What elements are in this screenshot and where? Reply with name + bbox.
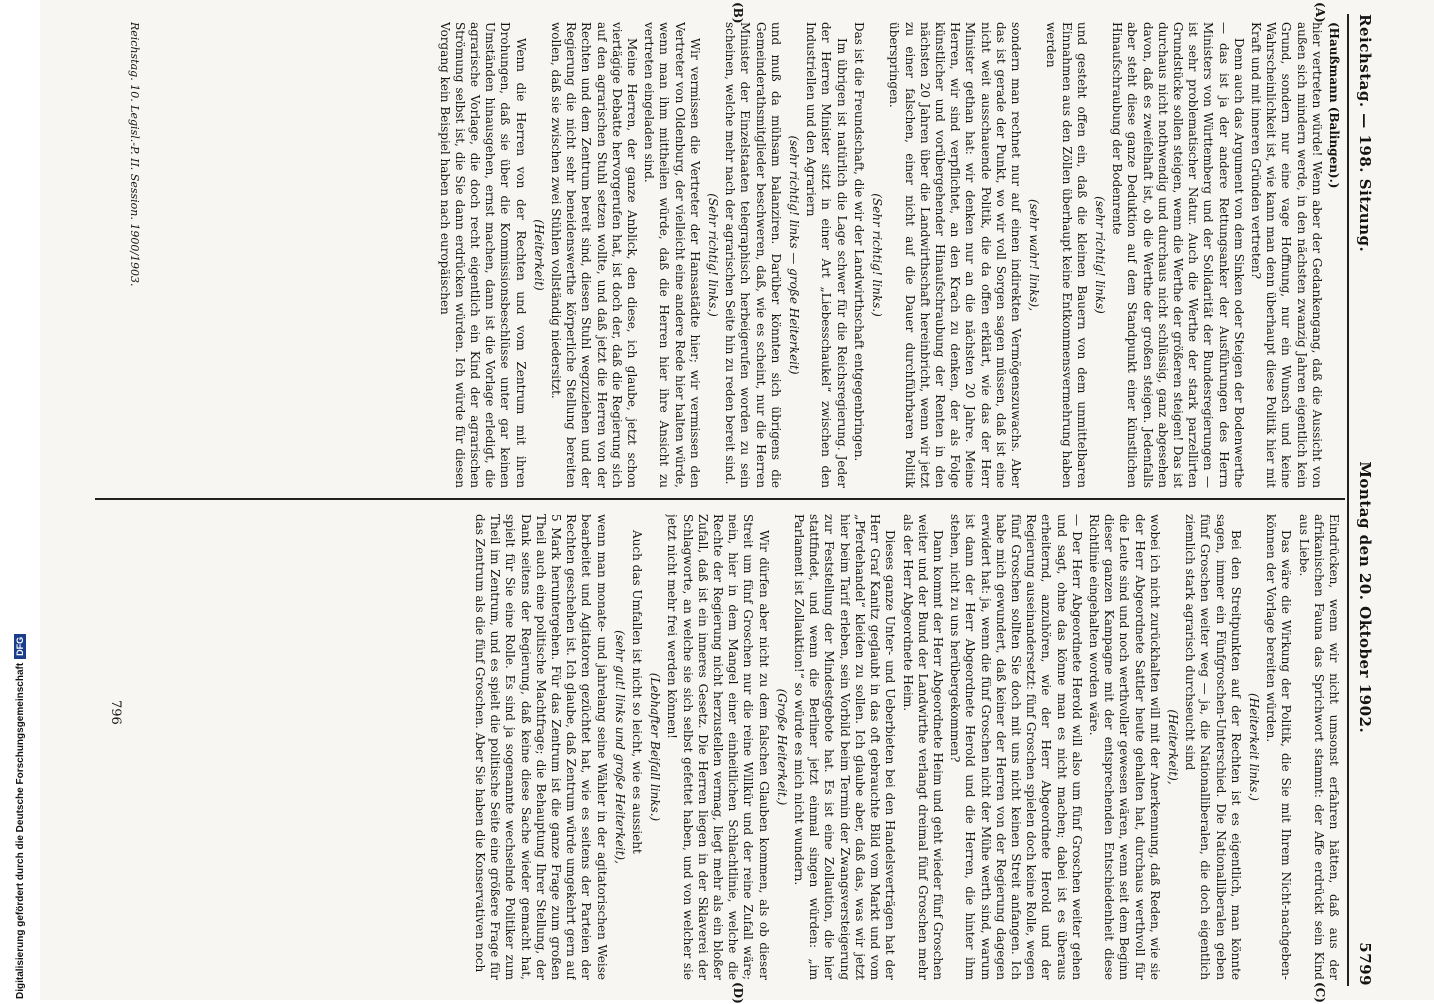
paragraph: Wenn die Herren von der Rechten und vom Zentrum mit ihren Drohungen, daß sie über die Kommissionsbeschlüsse unter gar keinen Umständen hinausgehen, ernst machen, dann ist die Vorlage erledigt, die agrarische Vorlage, die doch recht eigentlich ein Kind der agrarischen Strömung selbst ist, die Sie dann erdrücken würden. Ich würde für diesen Vorgang kein Beispiel haben nach europäischen [437, 22, 528, 488]
interjection: (Große Heiterkeit.) [774, 688, 789, 806]
paragraph: Das wäre die Wirkung der Politik, die Sie mit Ihrem Nicht-nachgeben-können der Vorlage bereiten würden. [1264, 514, 1294, 980]
interjection: (Heiterkeit) [531, 219, 546, 291]
interjection: (sehr wahr! links), [1027, 198, 1042, 312]
rotated-newspaper-page [85, 0, 1385, 1004]
paragraph: wenn man monate- und jahrelang seine Wähler in der agitatorischen Weise bearbeitet und Agitatoren gezüchtet hat, wie es seitens der Parteien der Rechten geschehen ist. Ich glaube, daß Zentrum würde umgekehrt gern auf 5 Mark heruntergehen. Für das Zentrum ist die ganze Frage zum großen Theil auch eine politische Machtfrage; die Behauptung Ihrer Stellung, der Dank seitens der Regierung, daß keine diese Sache wieder gemacht hat, spielt für Sie eine Rolle. Es sind ja sogenannte wechselnde Politiker zum Theil im Zentrum, und es spielt die politische Seite eine größere Frage für das Zentrum als die fünf Groschen. Aber Sie haben die Konservativen noch [473, 514, 609, 980]
paragraph: Wir dürfen aber nicht zu dem falschen Glauben kommen, als ob dieser Streit um fünf Groschen nur die reine Willkür und der reine Zufall wäre; nein, hier in dem Mangel einer einheitlichen Schlachtlinie, welche die Rechte der Regierung nicht herzustellen vermag, liegt mehr als ein bloßer Zufall, daß ist ein inneres Gesetz. Die Herren liegen in der Sklaverei der Schlagworte, an welche sie sich selbst gefettet haben, und von welcher sie jetzt nicht mehr frei werden können! [665, 514, 771, 980]
header-session: Reichstag. — 198. Sitzung. [1356, 14, 1374, 253]
paragraph: Dieses ganze Unter- und Ueberbieten bei den Handelsverträgen hat der Herr Graf Kanitz geglaubt in das oft gebrauchte Bild vom Markt und vom „Pferdehandel“ kleiden zu sollen. Ich glaube aber, daß das, was wir jetzt hier beim Tarif erleben, sein Vorbild beim Termin der Zwangsversteigerung zur Feststellung der Mindestgebote hat. Es ist eine Zollaution, die hier stattfindet, und wenn die Berliner jetzt einmal singen würden: „im Parlament ist Zollauktion!“ so würde es mich nicht wundern. [792, 514, 898, 980]
interjection: (sehr richtig! links) [1092, 196, 1107, 314]
digitization-credit [14, 634, 26, 999]
page-header [1353, 14, 1377, 986]
paragraph: Das ist die Freundschaft, die wir der Landwirthschaft entgegenbringen. [851, 22, 866, 462]
paragraph: und muß da mühsam balanziren. Darüber könnten sich übrigens die Gemeinderathsmitglieder beschweren, daß, wie es scheint, nur die Herren Minister der Einzelstaaten telegraphisch herbeigerufen worden zu sein scheinen, welche mehr nach der agrarischen Seite hin zu reden bereit sind. [723, 22, 783, 488]
paragraph: sondern man rechnet nur auf einen indirekten Vermögenszuwachs. Aber das ist gerade der Punkt, wo wir voll Sorgen sagen müssen, daß ist eine nicht weit ausschauende Politik, die da offen erklärt, wie das der Herr Minister gethan hat: wir denken nur an die nächsten 20 Jahre. Meine Herren, wir sind verpflichtet, an den Krach zu denken, der als Folge künstlicher und vorübergehender Hinaufschraubung der Renten in den nächsten 20 Jahren über die Landwirthschaft hereinbricht, wenn wir jetzt zu einer falschen, einer nicht auf die Dauer durchführbaren Politik überspringen. [887, 22, 1023, 488]
paragraph: Auch das Umfallen ist nicht so leicht, wie es aussieht [630, 530, 645, 854]
paragraph: Eindrücken, wenn wir nicht umsonst erfahren hätten, daß aus der afrikanischen Fauna das Sprichwort stammt: der Affe erdrückt sein Kind aus Liebe. [1296, 514, 1341, 980]
speaker-line: (Haußmann (Balingen).) [1327, 22, 1341, 189]
paragraph: und gesteht offen ein, daß die kleinen Bauern von dem unmittelbaren Einnahmen aus den Zöllen überhaupt keine Entkommensvermehrung haben werden [1044, 22, 1089, 488]
right-column [101, 514, 1341, 980]
paragraph: Im übrigen ist natürlich die Lage schwer für die Reichsregierung. Jeder der Herren Minister sitzt in einer Art „Liebesschaukel“ zwischen den Industriellen und den Agrariern [804, 22, 849, 488]
interjection: (Sehr richtig! links.) [706, 193, 721, 317]
left-column [101, 22, 1341, 488]
paragraph: Bei den Streitpunkten auf der Rechten ist es eigentlich, man könnte sagen, immer ein Fünfgroschen-Unterschied. Die Nationalliberalen geben fünf Groschen weiter weg — ja, die Nationalliberalen, die doch eigentlich ziemlich stark agrarisch durchseucht sind [1183, 514, 1243, 980]
margin-marker-b: (B) [731, 2, 745, 24]
paragraph: Meine Herren, der ganze Anblick, den diese, ich glaube, jetzt schon viertägige Debatte hervorgerufen hat, ist doch der, daß die Regierung sich auf den agrarischen Stuhl setzen wollte, und daß jetzt die Herren von der Rechten und dem Zentrum bereit sind, diesen Stuhl wegzuziehen und der Regierung die nicht sehr beneidenswerthe körperliche Stellung bereiten wollen, daß sie zwischen zwei Stühlen vollständig niedersitzt. [549, 22, 640, 488]
header-page-number: 5799 [1356, 942, 1374, 986]
paragraph: wobei ich nicht zurückhalten will mit der Anerkennung, daß Reden, wie sie der Herr Abgeordnete Sattler heute gehalten hat, durchaus werthvoll für die Leute sind und noch werthvoller gewesen wären, wenn seit dem Beginn dieser ganzen Kampagne mit der entsprechenden Entschiedenheit diese Richtlinie eingehalten worden wäre. [1086, 514, 1162, 980]
interjection: (Heiterkeit links.) [1246, 693, 1261, 801]
header-date: Montag den 20. Oktober 1902. [1356, 461, 1374, 734]
interjection: (sehr gut! links und große Heiterkeit), [612, 630, 627, 864]
page-footer: Reichstag. 10. Legisl.-P. II. Session. 1900/1903. [128, 22, 141, 287]
margin-marker-c: (C) [1313, 982, 1327, 1003]
column-divider [95, 498, 1345, 500]
paragraph: hier vertreten würde! Wenn aber der Gedankengang, daß die Aussicht von außen sich mindern werde, in den nächsten zwanzig Jahren eigentlich kein Grund, sondern nur eine vage Hoffnung, nur ein Wunsch und keine Wahrscheinlichkeit ist, wie kann man denn überhaupt diese Politik hier mit Kraft und mit inneren Gründen vertreten? [1248, 22, 1324, 488]
margin-marker-a: (A) [1313, 2, 1327, 23]
paragraph: Wir vermissen die Vertreter der Hansastädte hier; wir vermissen den Vertreter von Oldenburg, der vielleicht eine andere Rede hier halten würde, wenn man ihm mittheilen würde, daß die Herren hier ihre Ansicht zu vertreten eingeladen sind. [642, 22, 702, 488]
margin-marker-d: (D) [731, 982, 745, 1004]
paragraph: — Der Herr Abgeordnete Herold will also um fünf Groschen weiter gehen und sagt, ohne das könne man es nicht machen; dabei ist es überaus erheiternd, anzuhören, wie der Herr Abgeordnete Herold und der Regierung auseinandersetzt: fünf Groschen spielen doch keine Rolle, wegen fünf Groschen sollten Sie doch mit uns nicht keinen Streit anfangen. Ich habe mich gewundert, daß keiner der Herren von der Regierung dagegen erwidert hat: ja, wenn die fünf Groschen nicht der Mühe werth sind, warum ist dann der Herr Abgeordnete Herold und die Herren, die hinter ihm stehen, nicht zu uns herübergekommen? [948, 514, 1084, 980]
dfg-logo: DFG [14, 634, 26, 659]
interjection: (sehr richtig! links — große Heiterkeit) [787, 135, 802, 375]
digitization-credit-text: Digitalisierung gefördert durch die Deutsche Forschungsgemeinschaft [14, 662, 26, 999]
paragraph: Dann kommt der Herr Abgeordnete Heim und geht wieder fünf Groschen weiter und der Bund der Landwirthe verlangt dreimal fünf Groschen mehr als der Herr Abgeordnete Heim. [900, 514, 945, 980]
paragraph: Denn auch das Argument von dem Sinken oder Steigen der Bodenwerthe — das ist ja der andere Rettungsanker der Ausführungen des Herrn Ministers von Württemberg und der Solidarität der Bundesregierungen — ist sehr problematischer Natur. Auch die Werthe der stark parzellirten Grundstücke sollen steigen, wenn die Werthe der größeren steigen! Das ist durchaus nicht nothwendig und durchaus nicht schlüssig, ganz abgesehen davon, daß es zweifelhaft ist, ob die Werthe der großen steigen. Jedenfalls aber steht diese ganze Deduktion auf dem Standpunkt einer künstlichen Hinaufschraubung der Bodenrente [1110, 22, 1246, 488]
interjection: (Heiterkeit), [1165, 709, 1180, 785]
interjection: (Sehr richtig! links.) [870, 193, 885, 317]
interjection: (Lebhafter Beifall links.) [648, 672, 663, 822]
header-rule [1347, 14, 1349, 986]
bottom-page-number: 796 [108, 700, 123, 725]
